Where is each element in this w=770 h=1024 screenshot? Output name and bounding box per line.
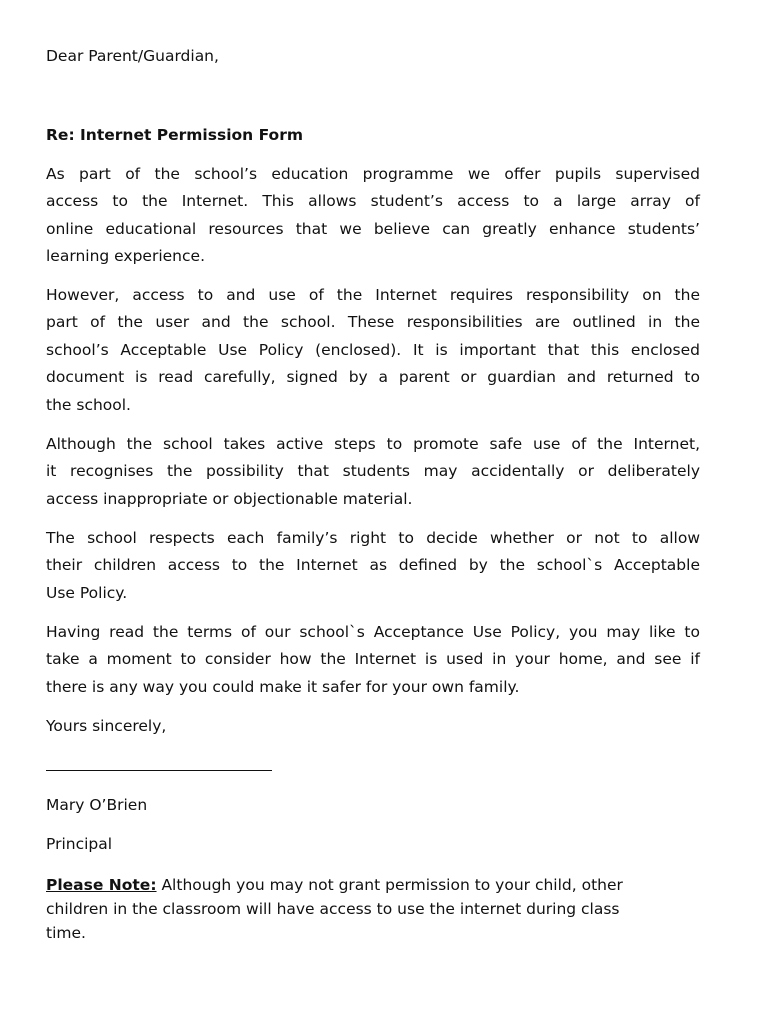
note-label: Please Note: (46, 876, 157, 894)
paragraph-3-line-1: Although the school takes active steps to promote safe use of the Internet, (46, 435, 700, 453)
paragraph-4-line-2: their children access to the Internet as defined by the school`s Acceptable (46, 556, 700, 574)
paragraph-5-line-2: take a moment to consider how the Internet is used in your home, and see if (46, 650, 700, 668)
paragraph-1-line-1: As part of the school’s education programme we offer pupils supervised (46, 165, 700, 183)
letter-page (46, 0, 700, 1024)
paragraph-3-line-2: it recognises the possibility that students may accidentally or deliberately (46, 462, 700, 480)
paragraph-5-line-3: there is any way you could make it safer for your own family. (46, 678, 520, 696)
paragraph-1-line-2: access to the Internet. This allows student’s access to a large array of (46, 192, 700, 210)
paragraph-2-line-5: the school. (46, 396, 131, 414)
closing: Yours sincerely, (46, 717, 167, 735)
signatory-title: Principal (46, 835, 113, 853)
paragraph-1-line-4: learning experience. (46, 247, 205, 265)
signatory-name: Mary O’Brien (46, 796, 148, 814)
paragraph-5-line-1: Having read the terms of our school`s Acceptance Use Policy, you may like to (46, 623, 700, 641)
note-line-1 (46, 873, 623, 897)
paragraph-4-line-3: Use Policy. (46, 584, 128, 602)
note-line-2: children in the classroom will have access to use the internet during class (46, 900, 620, 918)
signature-line (46, 770, 272, 771)
paragraph-2-line-3: school’s Acceptable Use Policy (enclosed). It is important that this enclosed (46, 341, 700, 359)
paragraph-4-line-1: The school respects each family’s right to decide whether or not to allow (46, 529, 700, 547)
salutation: Dear Parent/Guardian, (46, 47, 219, 65)
note-line-3: time. (46, 924, 86, 942)
paragraph-1-line-3: online educational resources that we believe can greatly enhance students’ (46, 220, 700, 238)
note-text-1: Although you may not grant permission to your child, other (156, 876, 623, 894)
paragraph-2-line-1: However, access to and use of the Internet requires responsibility on the (46, 286, 700, 304)
paragraph-3-line-3: access inappropriate or objectionable material. (46, 490, 413, 508)
subject-line: Re: Internet Permission Form (46, 126, 303, 144)
paragraph-2-line-4: document is read carefully, signed by a parent or guardian and returned to (46, 368, 700, 386)
paragraph-2-line-2: part of the user and the school. These responsibilities are outlined in the (46, 313, 700, 331)
